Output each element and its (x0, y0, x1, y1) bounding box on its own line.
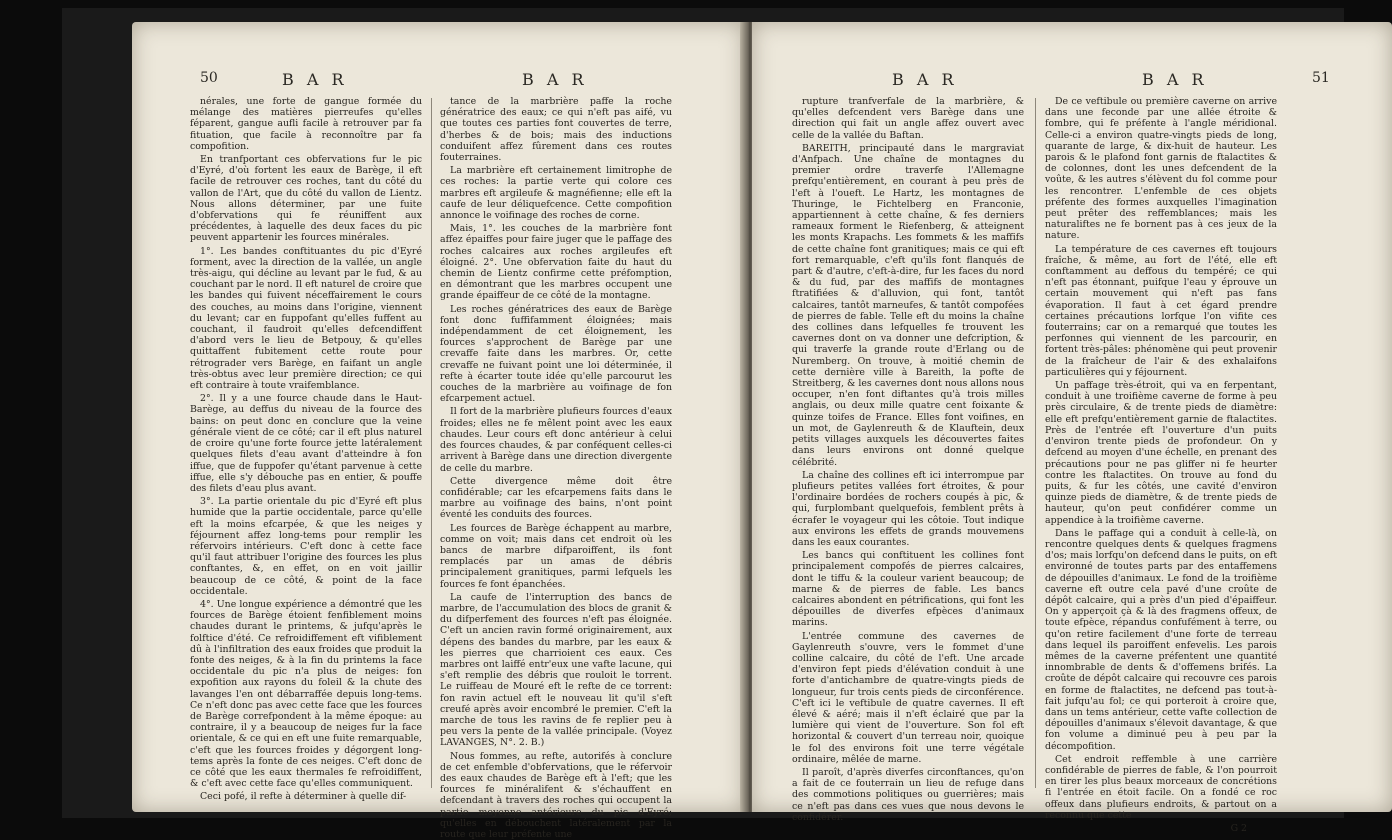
paragraph: nérales, une forte de gangue formée du mélange des matières pierreufes qu'elles féparent, gangue aufli facile à retrouver par fa fituation, que facile à reconnoître par fa compofition. (190, 96, 422, 152)
paragraph: 4°. Une longue expérience a démontré que les fources de Barège étoient fenfiblement moins chaudes durant le printems, & jufqu'après le folftice d'été. Ce refroidiffement eft vifiblement dû à l'infiltration des eaux froides que produit la fonte des neiges, & à la fin du printems la face occidentale du pic n'a plus de neiges: fon expofition aux rayons du foleil & la chute des lavanges l'en ont débarraffée depuis long-tems. Ce n'eft donc pas avec cette face que les fources de Barège correfpondent à la même époque: au contraire, il y a beaucoup de neiges fur la face orientale, & ce qui en eft une fuite remarquable, c'eft que les fources froides y dégorgent long-tems après la fonte de ces neiges. C'eft donc de ce côté que les eaux thermales fe refroidiffent, & c'eft avec cette face qu'elles communiquent. (190, 598, 422, 790)
paragraph: 1°. Les bandes conftituantes du pic d'Eyré forment, avec la direction de la vallée, un angle très-aigu, qui décline au levant par le fud, & au couchant par le nord. Il eft naturel de croire que les bandes qui fuivent néceffairement le cours des couches, au moins dans l'origine, viennent du levant; car en fuppofant qu'elles fuffent au couchant, il faudroit qu'elles defcendiffent d'abord vers le lieu de Betpouy, & qu'elles quittaffent fubitement cette route pour rétrograder vers Barège, en faifant un angle très-obtus avec leur première direction; ce qui eft contraire à toute vraifemblance. (190, 245, 422, 392)
left-running-head (132, 70, 744, 92)
right-running-head (752, 70, 1392, 92)
left-page-column-2 (440, 96, 672, 840)
paragraph: Les roches génératrices des eaux de Barège font donc fuffifamment éloignées; mais indépendamment de cet éloignement, les fources s'approchent de Barège par une crevaffe faite dans les marbres. Or, cette crevaffe ne fuivant point une loi déterminée, il refte à écarter toute idée qu'elle parcourut les couches de la marbrière au voifinage de fon efcarpement actuel. (440, 303, 672, 405)
page-number: 50 (200, 70, 218, 86)
column-divider (1035, 98, 1036, 788)
paragraph: Cette divergence même doit être confidérable; car les efcarpemens faits dans le marbre au voifinage des bains, n'ont point éventé les conduits des fources. (440, 475, 672, 521)
paragraph: BAREITH, principauté dans le margraviat d'Anfpach. Une chaîne de montagnes du premier ordre traverfe l'Allemagne prefqu'entièrement, en courant à peu près de l'eft à l'oueft. Le Hartz, les montagnes de Thuringe, le Fichtelberg en Franconie, appartiennent à cette chaîne, & fes derniers rameaux forment le Riefenberg, & atteignent les monts Krapachs. Les fommets & les maffifs de cette chaîne font granitiques; mais ce qui eft fort remarquable, c'eft qu'ils font flanqués de part & d'autre, c'eft-à-dire, fur les faces du nord & du fud, par des maffifs de montagnes ftratifiées & d'alluvion, qui font, tantôt calcaires, tantôt marneufes, & tantôt compofées de pierres de fable. Telle eft du moins la chaîne des collines dans lefquelles fe trouvent les cavernes dont on va donner une defcription, & qui traverfe la grande route d'Erlang ou de Nuremberg. On trouve, à moitié chemin de cette dernière ville à Bareith, la pofte de Streitberg, & les cavernes dont nous allons nous occuper, n'en font diftantes qu'à trois milles anglais, ou deux mille quatre cent foixante & quinze toifes de France. Elles font voifines, en un mot, de Gaylenreuth & de Klauftein, deux petits villages auxquels les découvertes faites dans leurs environs ont donné quelque célébrité. (792, 142, 1024, 468)
right-page-column-2 (1045, 96, 1277, 834)
running-head-left-col: B A R (282, 70, 348, 89)
left-page-column-1 (190, 96, 422, 803)
paragraph: Ceci pofé, il refte à déterminer à quelle dif- (200, 791, 407, 803)
paragraph: Dans le paffage qui a conduit à celle-là, on rencontre quelques dents & quelques fragmens d'os; mais lorfqu'on defcend dans le puits, on eft environné de toutes parts par des entaffemens de dépouilles d'animaux. Le fond de la troifième caverne eft outre cela pavé d'une croûte de dépôt calcaire, qui a près d'un pied d'épaiffeur. On y apperçoit çà & là des fragmens offeux, de toute efpèce, répandus confufément à terre, ou qu'on retire facilement d'une forte de terreau dans lequel ils paroiffent enfevelis. Les parois mêmes de la caverne préfentent une quantité innombrable de dents & d'offemens brifés. La croûte de dépôt calcaire qui recouvre ces parois en forme de ftalactites, ne defcend pas tout-à-fait jufqu'au fol; ce qui porteroit à croire que, dans un tems antérieur, cette vafte collection de dépouilles d'animaux s'élevoit davantage, & que fon volume a diminué peu à peu par la décompofition. (1045, 527, 1277, 752)
paragraph: rupture tranfverfale de la marbrière, & qu'elles defcendent vers Barège dans une direction qui fait un angle affez ouvert avec celle de la vallée du Baftan. (792, 96, 1024, 141)
running-head-left-col: B A R (892, 70, 958, 89)
paragraph: 2°. Il y a une fource chaude dans le Haut-Barège, au deffus du niveau de la fource des bains: on peut donc en conclure que la veine générale vient de ce côté; car il eft plus naturel de croire qu'une forte fource jette latéralement quelques filets d'eau avant d'atteindre à fon iffue, que de fuppofer qu'étant parvenue à cette iffue, elle s'y débouche pas en entier, & pouffe des filets d'eau plus avant. (190, 393, 422, 494)
paragraph: Cet endroit reffemble à une carrière confidérable de pierres de fable, & l'on pourroit en tirer les plus beaux morceaux de concrétions fi l'entrée en étoit facile. On a fondé ce roc offeux dans plufieurs endroits, & partout on a reconnu que cette (1045, 753, 1277, 821)
paragraph: Il paroît, d'après diverfes circonftances, qu'on a fait de ce fouterrain un lieu de refuge dans des commotions politiques ou guerrières; mais ce n'eft pas dans ces vues que nous devons le confidérer. (792, 766, 1024, 823)
book-spread (62, 8, 1344, 840)
paragraph: De ce veftibule ou première caverne on arrive dans une feconde par une allée étroite & fombre, qui fe préfente à l'angle méridional. Celle-ci a environ quatre-vingts pieds de long, quarante de large, & dix-huit de hauteur. Les parois & le plafond font garnis de ftalactites & de colonnes, dont les unes defcendent de la voûte, & les autres s'élèvent du fol comme pour les rencontrer. L'enfemble de ces objets préfente des formes auxquelles l'imagination peut prêter des reffemblances; mais les naturaliftes ne fe bornent pas à ces jeux de la nature. (1045, 96, 1277, 242)
paragraph: L'entrée commune des cavernes de Gaylenreuth s'ouvre, vers le fommet d'une colline calcaire, du côté de l'eft. Une arcade d'environ fept pieds d'élévation conduit à une forte d'antichambre de quatre-vingts pieds de longueur, fur trois cents pieds de circonférence. C'eft ici le veftibule de quatre cavernes. Il eft élevé & aéré; mais il n'eft éclairé que par la lumière qui vient de l'ouverture. Son fol eft horizontal & couvert d'un terreau noir, quoique le fol des environs foit une terre végétale ordinaire, mêlée de marne. (792, 630, 1024, 765)
running-head-right-col: B A R (522, 70, 588, 89)
paragraph: Il fort de la marbrière plufieurs fources d'eaux froides; elles ne fe mêlent point avec les eaux chaudes. Leur cours eft donc antérieur à celui des fources chaudes, & par conféquent celles-ci arrivent à Barège dans une direction divergente de celle du marbre. (440, 406, 672, 474)
right-page-column-1 (792, 96, 1024, 823)
running-head-right-col: B A R (1142, 70, 1208, 89)
page-number: 51 (1312, 70, 1330, 86)
column-divider (431, 98, 432, 788)
paragraph: La chaîne des collines eft ici interrompue par plufieurs petites vallées fort étroites, & pour l'ordinaire bordées de rochers coupés à pic, & qui, furplombant quelquefois, femblent prêts à écrafer le voyageur qui les côtoie. Tout indique aux environs les effets de grands mouvemens dans les eaux courantes. (792, 469, 1024, 548)
paragraph: 3°. La partie orientale du pic d'Eyré eft plus humide que la partie occidentale, parce qu'elle eft la moins efcarpée, & que les neiges y féjournent affez long-tems pour remplir les réfervoirs intérieurs. C'eft donc à cette face qu'il faut attribuer l'origine des fources les plus conftantes, &, en effet, on en voit jaillir beaucoup de ce côté, & point de la face occidentale. (190, 496, 422, 597)
right-page (752, 22, 1392, 834)
paragraph: Les fources de Barège échappent au marbre, comme on voit; mais dans cet endroit où les bancs de marbre difparoiffent, ils font remplacés par un amas de débris principalement granitiques, parmi lefquels les fources fe font épanchées. (440, 522, 672, 590)
paragraph: En tranfportant ces obfervations fur le pic d'Eyré, d'où fortent les eaux de Barège, il eft facile de retrouver ces roches, tant du côté du vallon de l'Art, que du côté du vallon de Lientz. Nous allons déterminer, par une fuite d'obfervations qui fe réuniffent aux précédentes, à laquelle des deux faces du pic peuvent appartenir les fources minérales. (190, 154, 422, 244)
paragraph: Un paffage très-étroit, qui va en ferpentant, conduit à une troifième caverne de forme à peu près circulaire, & de trente pieds de diamètre: elle eft prefqu'entièrement garnie de ftalactites. Près de l'entrée eft l'ouverture d'un puits d'environ trente pieds de profondeur. On y defcend au moyen d'une échelle, en prenant des précautions pour ne pas gliffer ni fe heurter contre les ftalactites. On trouve au fond du puits, & fur les côtés, une cavité d'environ quinze pieds de diamètre, & de trente pieds de hauteur, qu'on peut confidérer comme un appendice à la troifième caverne. (1045, 380, 1277, 526)
paragraph: Nous fommes, au refte, autorifés à conclure de cet enfemble d'obfervations, que le réfervoir des eaux chaudes de Barège eft à l'eft; que les fources fe minéralifent & s'échauffent en defcendant à travers des roches qui occupent la partie moyenne antérieure du pic d'Eyré; qu'elles en débouchent latéralement par la route que leur préfente une (440, 750, 672, 840)
left-page (132, 22, 744, 840)
signature-mark: G 2 (1230, 823, 1247, 834)
paragraph: La température de ces cavernes eft toujours fraîche, & même, au fort de l'été, elle eft conftamment au deffous du tempéré; ce qui n'eft pas étonnant, puifque l'eau y éprouve un certain mouvement qui n'eft pas fans évaporation. Il faut à cet égard prendre certaines précautions lorfque l'on vifite ces fouterrains; car on a remarqué que toutes les perfonnes qui viennent de les parcourir, en fortent très-pâles: phénomène qui peut provenir de la fraîcheur de l'air & des exhalaifons particulières qui y féjournent. (1045, 243, 1277, 378)
paragraph: La marbrière eft certainement limitrophe de ces roches: la partie verte qui colore ces marbres eft argileufe & magnéfienne; elle eft la caufe de leur déliquefcence. Cette compofition annonce le voifinage des roches de corne. (440, 165, 672, 222)
paragraph: Mais, 1°. les couches de la marbrière font affez épaiffes pour faire juger que le paffage des roches calcaires aux roches argileufes eft éloigné. 2°. Une obfervation faite du haut du chemin de Lientz confirme cette préfomption, en démontrant que les marbres occupent une grande épaiffeur de ce côté de la montagne. (440, 223, 672, 302)
paragraph: Les bancs qui conftituent les collines font principalement compofés de pierres calcaires, dont le tiffu & la couleur varient beaucoup; de marne & de pierres de fable. Les bancs calcaires abondent en pétrifications, qui font les dépouilles de diverfes efpèces d'animaux marins. (792, 550, 1024, 629)
paragraph: La caufe de l'interruption des bancs de marbre, de l'accumulation des blocs de granit & du difperfement des fources n'eft pas éloignée. C'eft un ancien ravin formé originairement, aux dépens des bandes du marbre, par les eaux & les pierres que charrioient ces eaux. Ces marbres ont laiffé entr'eux une vafte lacune, qui s'eft remplie des débris que rouloit le torrent. Le ruiffeau de Mouré eft le refte de ce torrent: fon ravin actuel eft le nouveau lit qu'il s'eft creufé après avoir encombré le premier. C'eft la marche de tous les ravins de fe replier peu à peu vers la pente de la vallée principale. (Voyez LAVANGES, N°. 2. B.) (440, 591, 672, 749)
paragraph: tance de la marbrière paffe la roche génératrice des eaux; ce qui n'eft pas aifé, vu que toutes ces parties font couvertes de terre, d'herbes & de bois; mais des inductions conduifent affez fûrement dans ces routes fouterraines. (440, 96, 672, 164)
